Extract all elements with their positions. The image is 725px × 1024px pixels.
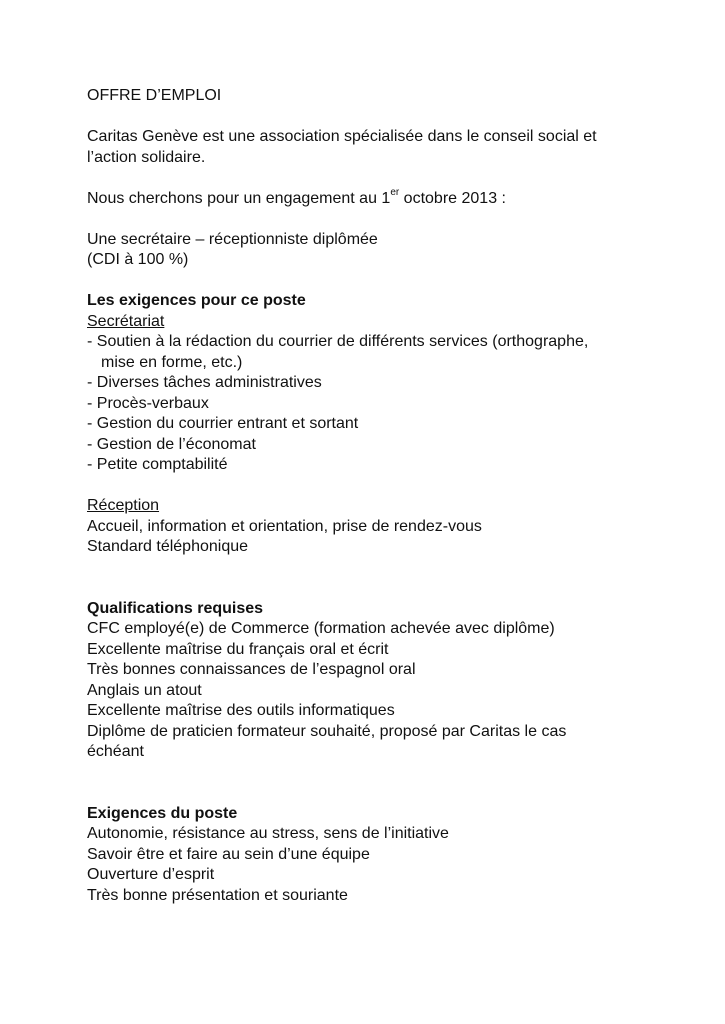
spacer <box>87 107 687 128</box>
engagement-line <box>87 189 687 210</box>
list-item: - Diverses tâches administratives <box>87 374 322 391</box>
spacer <box>87 209 687 230</box>
spacer <box>87 783 687 804</box>
list-item: Ouverture d’esprit <box>87 866 215 883</box>
requirements-heading: Les exigences pour ce poste <box>87 292 306 309</box>
list-item: - Procès-verbaux <box>87 394 209 412</box>
spacer <box>87 763 687 784</box>
list-item: Diplôme de praticien formateur souhaité, proposé par Caritas le cas <box>87 722 567 740</box>
spacer <box>87 578 687 599</box>
list-item: mise en forme, etc.) <box>101 353 243 371</box>
list-item: - Soutien à la rédaction du courrier de différents services (orthographe, <box>87 333 589 350</box>
intro-line-2: l’action solidaire. <box>87 148 206 166</box>
job-requirements-heading: Exigences du poste <box>87 804 238 822</box>
engagement-text-after: octobre 2013 : <box>399 189 506 207</box>
spacer <box>87 558 687 579</box>
engagement-text-before: Nous cherchons pour un engagement au 1 <box>87 189 391 207</box>
spacer <box>87 476 687 497</box>
qualifications-heading: Qualifications requises <box>87 599 264 617</box>
list-item: Très bonnes connaissances de l’espagnol oral <box>87 661 416 678</box>
position-contract: (CDI à 100 %) <box>87 251 189 268</box>
list-item: Anglais un atout <box>87 681 202 699</box>
spacer <box>87 271 687 292</box>
reception-subheading: Réception <box>87 497 160 514</box>
list-item: Autonomie, résistance au stress, sens de l’initiative <box>87 825 449 842</box>
position-title: Une secrétaire – réceptionniste diplômée <box>87 230 378 248</box>
spacer <box>87 168 687 189</box>
intro-line-1: Caritas Genève est une association spécialisée dans le conseil social et <box>87 128 597 145</box>
list-item: Savoir être et faire au sein d’une équipe <box>87 845 370 863</box>
list-item: - Petite comptabilité <box>87 456 228 473</box>
list-item: Standard téléphonique <box>87 538 249 555</box>
document-page <box>87 86 687 906</box>
list-item: CFC employé(e) de Commerce (formation achevée avec diplôme) <box>87 620 555 637</box>
list-item: Excellente maîtrise des outils informatiques <box>87 702 395 719</box>
list-item: - Gestion du courrier entrant et sortant <box>87 415 359 432</box>
document-title: OFFRE D’EMPLOI <box>87 87 222 104</box>
list-item: Accueil, information et orientation, prise de rendez-vous <box>87 517 482 535</box>
engagement-superscript: er <box>390 187 400 199</box>
secretariat-subheading: Secrétariat <box>87 312 165 330</box>
list-item: - Gestion de l’économat <box>87 435 256 453</box>
list-item: Très bonne présentation et souriante <box>87 886 348 904</box>
list-item: Excellente maîtrise du français oral et écrit <box>87 640 389 658</box>
list-item: échéant <box>87 743 144 760</box>
